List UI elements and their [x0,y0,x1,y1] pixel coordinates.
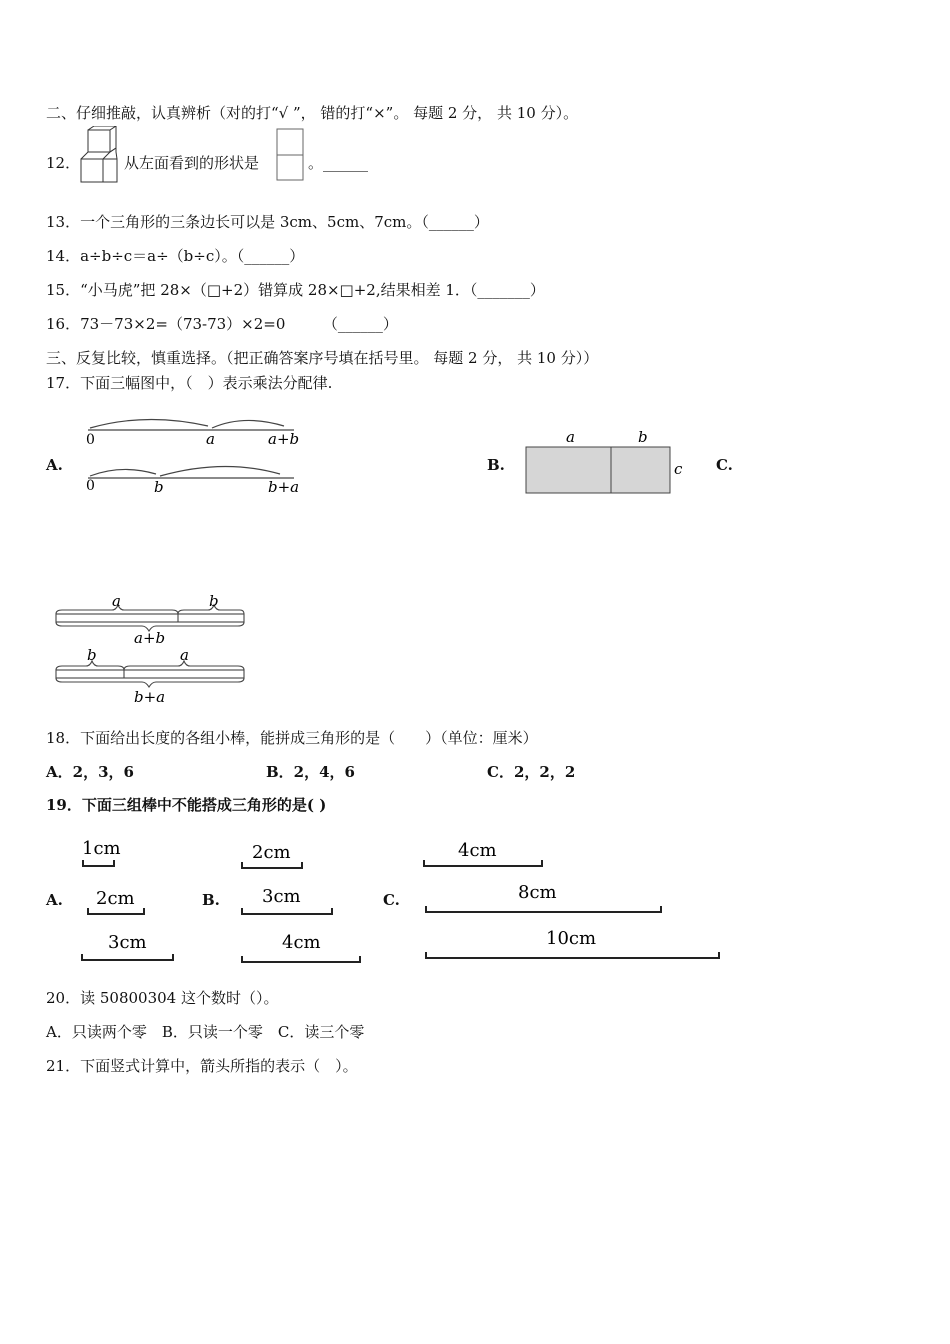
q19-stem: 19．下面三组棒中不能搭成三角形的是( ) [46,796,327,814]
diagram-c-bottom-b: b [87,646,97,664]
diagram-c-top-a: a [112,592,121,610]
group-a-stick-3: 3cm [108,932,147,953]
q14: 14．a÷b÷c＝a÷（b÷c）。（______） [46,247,305,265]
group-b-stick-3: 4cm [282,932,321,953]
diagram-c-bottom-a: a [180,646,189,664]
section2-heading: 二、仔细推敲，认真辨析（对的打“√ ”， 错的打“×”。 每题 2 分， 共 10 分）。 [46,104,579,122]
q12-answer-blank: 。______ [308,154,369,172]
q19-option-c-label[interactable]: C. [383,891,400,909]
q17-stem: 17．下面三幅图中，（ ）表示乘法分配律. [46,374,333,392]
q19-group-b [236,832,366,967]
q19-group-c [418,832,728,967]
group-a-stick-2: 2cm [96,888,135,909]
q21-stem: 21．下面竖式计算中，箭头所指的表示（ ）。 [46,1057,358,1075]
q18-option-a[interactable]: A．2，3，6 [46,763,134,781]
q18-option-c[interactable]: C．2，2，2 [487,763,576,781]
diagram-c-bottom-bpa: b+a [134,688,166,706]
q19-group-a [78,832,178,967]
q17-diagram-a [84,406,304,498]
q20-options[interactable]: A．只读两个零 B．只读一个零 C．读三个零 [46,1023,365,1041]
diagram-b-label-a: a [566,428,575,446]
q18-stem: 18．下面给出长度的各组小棒，能拼成三角形的是（ ）（单位：厘米） [46,729,538,747]
q17-option-c-label: C. [716,456,733,474]
group-a-stick-1: 1cm [82,838,121,859]
q17-option-b-label: B. [487,456,505,474]
diagram-a-label-bpa: b+a [268,478,300,496]
q20-stem: 20．读 50800304 这个数时（）。 [46,989,279,1007]
diagram-a-zero-top: 0 [86,432,95,448]
q16: 16．73－73×2=（73-73）×2=0 （______） [46,315,398,333]
q17-diagram-b [520,426,690,498]
group-c-stick-1: 4cm [458,840,497,861]
diagram-b-label-c: c [674,460,683,478]
q19-option-a-label[interactable]: A. [46,891,63,909]
group-b-stick-2: 3cm [262,886,301,907]
group-c-stick-2: 8cm [518,882,557,903]
left-view-shape [276,128,304,182]
q12-text: 从左面看到的形状是 [124,154,260,172]
q18-option-b[interactable]: B．2，4，6 [266,763,355,781]
q17-diagram-c [50,592,254,710]
q15: 15．“小马虎”把 28×（□+2）错算成 28×□+2,结果相差 1．（_______） [46,281,545,299]
group-c-stick-3: 10cm [546,928,597,949]
group-b-stick-1: 2cm [252,842,291,863]
cube-stack-figure [78,126,122,186]
diagram-a-label-a: a [206,430,215,448]
diagram-a-label-b: b [154,478,164,496]
diagram-c-top-apb: a+b [134,629,166,647]
q19-option-b-label[interactable]: B. [202,891,220,909]
q17-option-a-label: A. [46,456,63,474]
diagram-a-label-apb: a+b [268,430,300,448]
diagram-b-label-b: b [638,428,648,446]
q12-number: 12． [46,154,81,172]
diagram-a-zero-bottom: 0 [86,478,95,494]
diagram-c-top-b: b [209,592,219,610]
section3-heading: 三、反复比较，慎重选择。（把正确答案序号填在括号里。 每题 2 分， 共 10 分）） [46,349,599,367]
q13: 13．一个三角形的三条边长可以是 3cm、5cm、7cm。（______） [46,213,489,231]
